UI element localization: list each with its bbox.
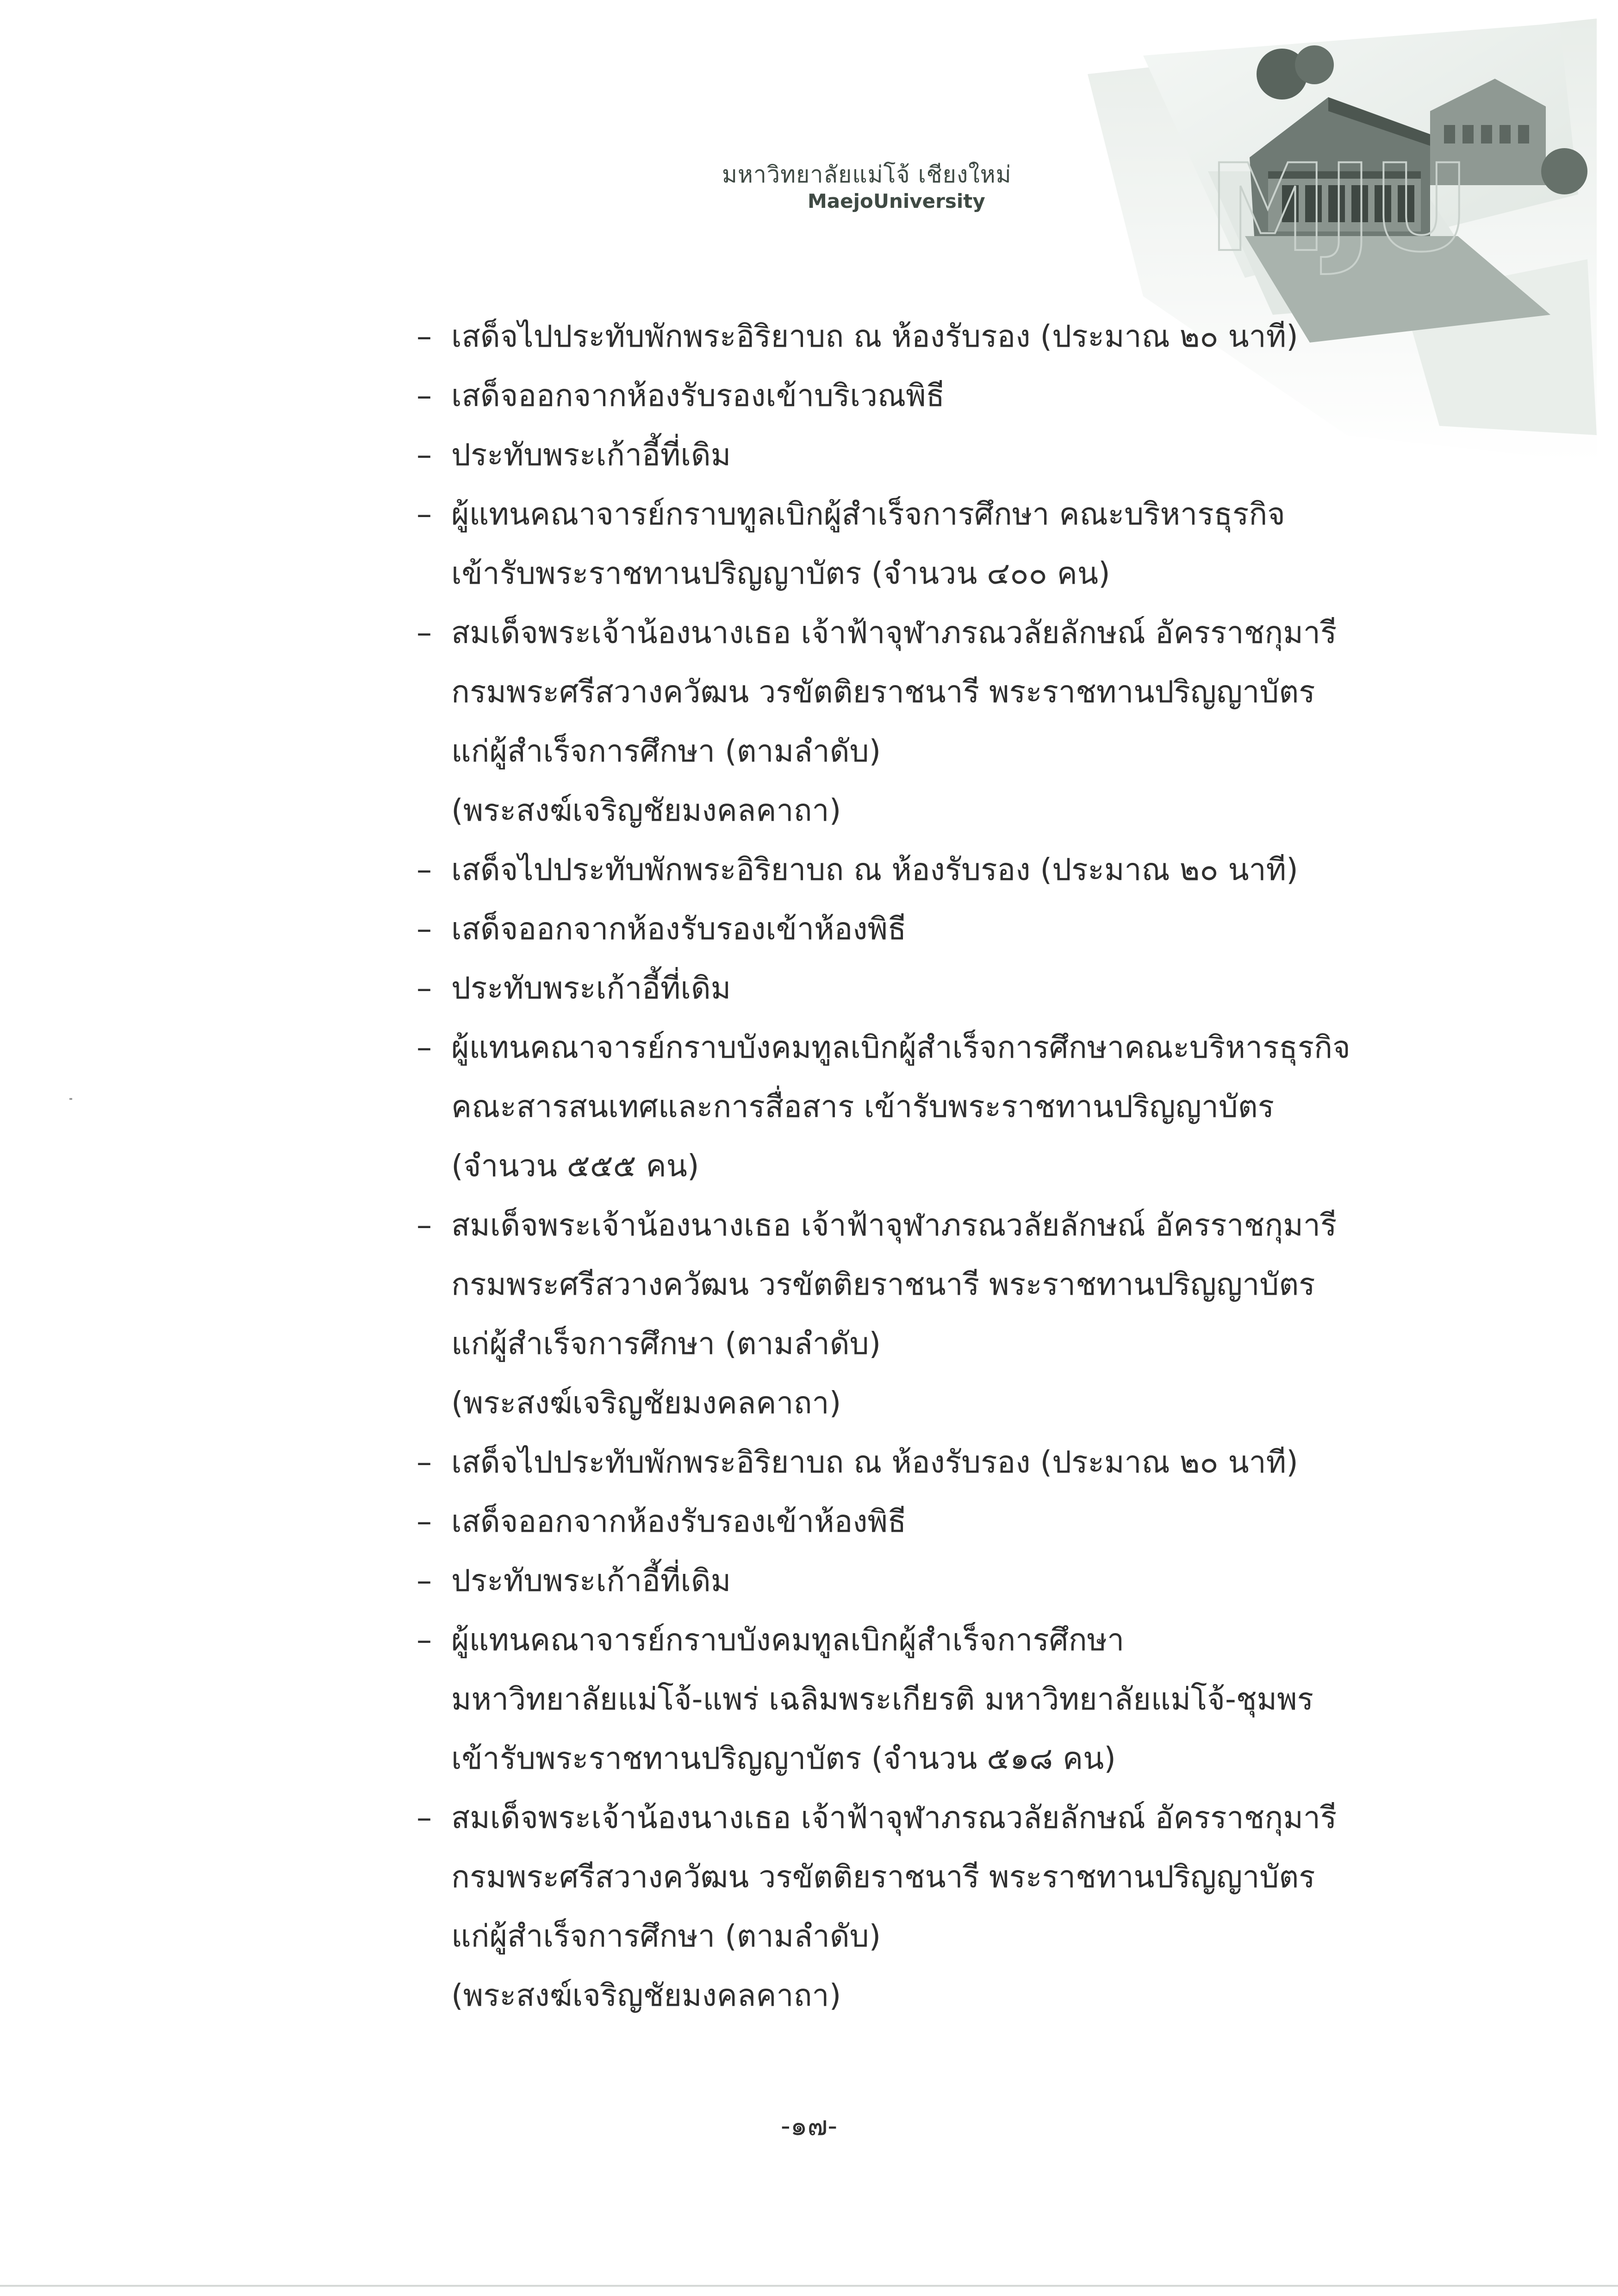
page-number: -๑๗-	[780, 2110, 838, 2141]
list-item-continuation	[417, 1085, 1388, 1144]
list-item-text: ผู้แทนคณาจารย์กราบทูลเบิกผู้สำเร็จการศึกษา คณะบริหารธุรกิจ	[451, 496, 1285, 532]
list-item	[417, 1559, 1388, 1618]
list-dash: –	[417, 1444, 432, 1480]
list-dash: –	[417, 852, 432, 887]
university-name-thai: มหาวิทยาลัยแม่โจ้ เชียงใหม่	[722, 161, 1012, 188]
list-item	[417, 1026, 1388, 1085]
list-item-continuation	[417, 1855, 1388, 1915]
list-item-text: กรมพระศรีสวางควัฒน วรขัตติยราชนารี พระราชทานปริญญาบัตร	[451, 1267, 1315, 1302]
mju-outline-letters: MJU	[1208, 139, 1470, 279]
list-item	[417, 493, 1388, 552]
list-item-text: (พระสงฆ์เจริญชัยมงคลคาถา)	[451, 1385, 841, 1421]
list-dash: –	[417, 318, 432, 354]
list-item	[417, 1441, 1388, 1500]
list-dash: –	[417, 1563, 432, 1598]
list-item-text: สมเด็จพระเจ้าน้องนางเธอ เจ้าฟ้าจุฬาภรณวลัยลักษณ์ อัครราชกุมารี	[451, 1207, 1337, 1243]
list-item-text: ผู้แทนคณาจารย์กราบบังคมทูลเบิกผู้สำเร็จการศึกษา	[451, 1622, 1125, 1658]
list-item	[417, 1500, 1388, 1559]
list-item	[417, 611, 1388, 670]
list-item-text: (พระสงฆ์เจริญชัยมงคลคาถา)	[451, 1978, 841, 2013]
list-item-text: สมเด็จพระเจ้าน้องนางเธอ เจ้าฟ้าจุฬาภรณวลัยลักษณ์ อัครราชกุมารี	[451, 1800, 1337, 1835]
list-item-text: (จำนวน ๕๕๕ คน)	[451, 1148, 699, 1184]
list-item-text: (พระสงฆ์เจริญชัยมงคลคาถา)	[451, 792, 841, 828]
list-item-continuation	[417, 552, 1388, 611]
list-item-continuation	[417, 1974, 1388, 2033]
list-dash: –	[417, 437, 432, 473]
list-item-text: แก่ผู้สำเร็จการศึกษา (ตามลำดับ)	[451, 1918, 881, 1954]
list-item	[417, 1796, 1388, 1855]
list-item-text: ประทับพระเก้าอี้ที่เดิม	[451, 970, 731, 1006]
list-dash: –	[417, 1800, 432, 1835]
list-dash: –	[417, 1029, 432, 1065]
list-dash: –	[417, 911, 432, 947]
list-item-text: ผู้แทนคณาจารย์กราบบังคมทูลเบิกผู้สำเร็จการศึกษาคณะบริหารธุรกิจ	[451, 1029, 1350, 1065]
list-item	[417, 967, 1388, 1026]
list-item-continuation	[417, 1915, 1388, 1974]
list-item-text: เข้ารับพระราชทานปริญญาบัตร (จำนวน ๔๐๐ คน)	[451, 555, 1110, 591]
list-item-text: เสด็จออกจากห้องรับรองเข้าห้องพิธี	[451, 911, 907, 947]
list-item-text: ประทับพระเก้าอี้ที่เดิม	[451, 437, 731, 473]
page-bottom-edge	[0, 2285, 1618, 2287]
list-item-continuation	[417, 1381, 1388, 1441]
list-item-text: เสด็จไปประทับพักพระอิริยาบถ ณ ห้องรับรอง (ประมาณ ๒๐ นาที)	[451, 318, 1298, 354]
ceremony-schedule	[417, 315, 1388, 2033]
list-item-text: กรมพระศรีสวางควัฒน วรขัตติยราชนารี พระราชทานปริญญาบัตร	[451, 1859, 1315, 1895]
list-item-text: มหาวิทยาลัยแม่โจ้-แพร่ เฉลิมพระเกียรติ มหาวิทยาลัยแม่โจ้-ชุมพร	[451, 1681, 1314, 1717]
list-item-text: สมเด็จพระเจ้าน้องนางเธอ เจ้าฟ้าจุฬาภรณวลัยลักษณ์ อัครราชกุมารี	[451, 615, 1337, 650]
list-dash: –	[417, 496, 432, 532]
list-item-text: เสด็จไปประทับพักพระอิริยาบถ ณ ห้องรับรอง (ประมาณ ๒๐ นาที)	[451, 1444, 1298, 1480]
list-item-text: เข้ารับพระราชทานปริญญาบัตร (จำนวน ๕๑๘ คน)	[451, 1741, 1116, 1776]
list-item-continuation	[417, 789, 1388, 848]
list-item-continuation	[417, 670, 1388, 730]
list-item	[417, 374, 1388, 433]
list-item	[417, 1204, 1388, 1263]
university-name-english: MaejoUniversity	[808, 190, 985, 212]
list-item-text: ประทับพระเก้าอี้ที่เดิม	[451, 1563, 731, 1598]
list-item-continuation	[417, 1678, 1388, 1737]
list-item-text: แก่ผู้สำเร็จการศึกษา (ตามลำดับ)	[451, 1326, 881, 1361]
list-item-text: เสด็จออกจากห้องรับรองเข้าห้องพิธี	[451, 1504, 907, 1539]
list-dash: –	[417, 970, 432, 1006]
list-item	[417, 315, 1388, 374]
list-dash: –	[417, 378, 432, 413]
list-item	[417, 848, 1388, 907]
list-item-text: คณะสารสนเทศและการสื่อสาร เข้ารับพระราชทานปริญญาบัตร	[451, 1089, 1275, 1124]
list-dash: –	[417, 1622, 432, 1658]
list-item-continuation	[417, 1144, 1388, 1204]
list-item-text: กรมพระศรีสวางควัฒน วรขัตติยราชนารี พระราชทานปริญญาบัตร	[451, 674, 1315, 710]
list-item-text: เสด็จไปประทับพักพระอิริยาบถ ณ ห้องรับรอง (ประมาณ ๒๐ นาที)	[451, 852, 1298, 887]
list-dash: –	[417, 1504, 432, 1539]
list-item-continuation	[417, 1322, 1388, 1381]
list-item-continuation	[417, 1263, 1388, 1322]
list-item	[417, 1618, 1388, 1678]
list-item-continuation	[417, 730, 1388, 789]
list-item-continuation	[417, 1737, 1388, 1796]
list-item-text: แก่ผู้สำเร็จการศึกษา (ตามลำดับ)	[451, 733, 881, 769]
list-dash: –	[417, 1207, 432, 1243]
list-item	[417, 907, 1388, 967]
list-dash: –	[417, 615, 432, 650]
list-item	[417, 433, 1388, 493]
list-item-text: เสด็จออกจากห้องรับรองเข้าบริเวณพิธี	[451, 378, 945, 413]
scan-speck	[69, 1098, 72, 1100]
